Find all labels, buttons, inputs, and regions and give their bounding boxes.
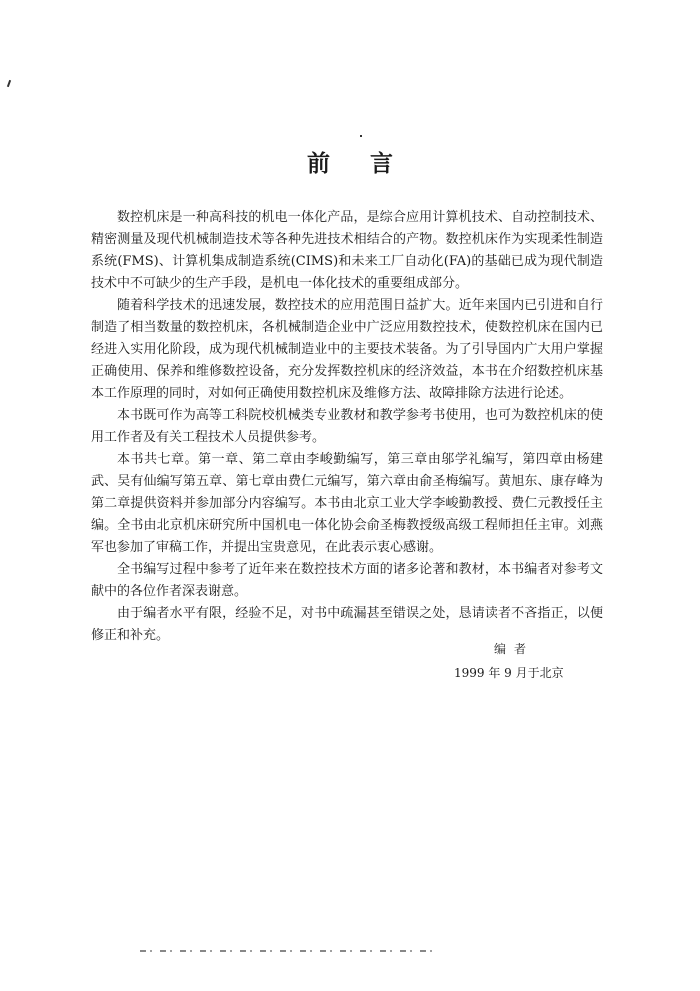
paragraph: 全书编写过程中参考了近年来在数控技术方面的诸多论著和教材，本书编者对参考文献中的各位作者深表谢意。 <box>91 562 603 599</box>
preface-body <box>91 207 603 647</box>
author-signature: 编者 <box>494 642 535 656</box>
paragraph: 本书既可作为高等工科院校机械类专业教材和教学参考书使用，也可为数控机床的使用工作者及有关工程技术人员提供参考。 <box>91 408 603 445</box>
page-title: 前言 <box>307 150 433 177</box>
date-line: 1999 年 9 月于北京 <box>454 666 564 680</box>
paragraph: 随着科学技术的迅速发展，数控技术的应用范围日益扩大。近年来国内已引进和自行制造了相当数量的数控机床，各机械制造企业中广泛应用数控技术，使数控机床在国内已经进入实用化阶段，成为现代机械制造业中的主要技术装备。为了引导国内广大用户掌握正确使用、保养和维修数控设备，充分发挥数控机床的经济效益，本书在介绍数控机床基本工作原理的同时，对如何正确使用数控机床及维修方法、故障排除方法进行论述。 <box>91 298 603 401</box>
scan-noise <box>140 950 440 952</box>
paragraph: 本书共七章。第一章、第二章由李峻勤编写，第三章由邬学礼编写，第四章由杨建武、吴有仙编写第五章、第七章由费仁元编写，第六章由俞圣梅编写。黄旭东、康存峰为第二章提供资料并参加部分内容编写。本书由北京工业大学李峻勤教授、费仁元教授任主编。全书由北京机床研究所中国机电一体化协会俞圣梅教授级高级工程师担任主审。刘燕军也参加了审稿工作，并提出宝贵意见，在此表示衷心感谢。 <box>91 452 603 555</box>
paragraph: 由于编者水平有限，经验不足，对书中疏漏甚至错误之处，恳请读者不吝指正，以便修正和补充。 <box>91 606 603 643</box>
scan-mark <box>7 80 11 87</box>
paragraph: 数控机床是一种高科技的机电一体化产品，是综合应用计算机技术、自动控制技术、精密测量及现代机械制造技术等各种先进技术相结合的产物。数控机床作为实现柔性制造系统(FMS)、计算机集成制造系统(CIMS)和未来工厂自动化(FA)的基础已成为现代制造技术中不可缺少的生产手段，是机电一体化技术的重要组成部分。 <box>91 210 603 291</box>
scan-dot <box>360 135 362 137</box>
